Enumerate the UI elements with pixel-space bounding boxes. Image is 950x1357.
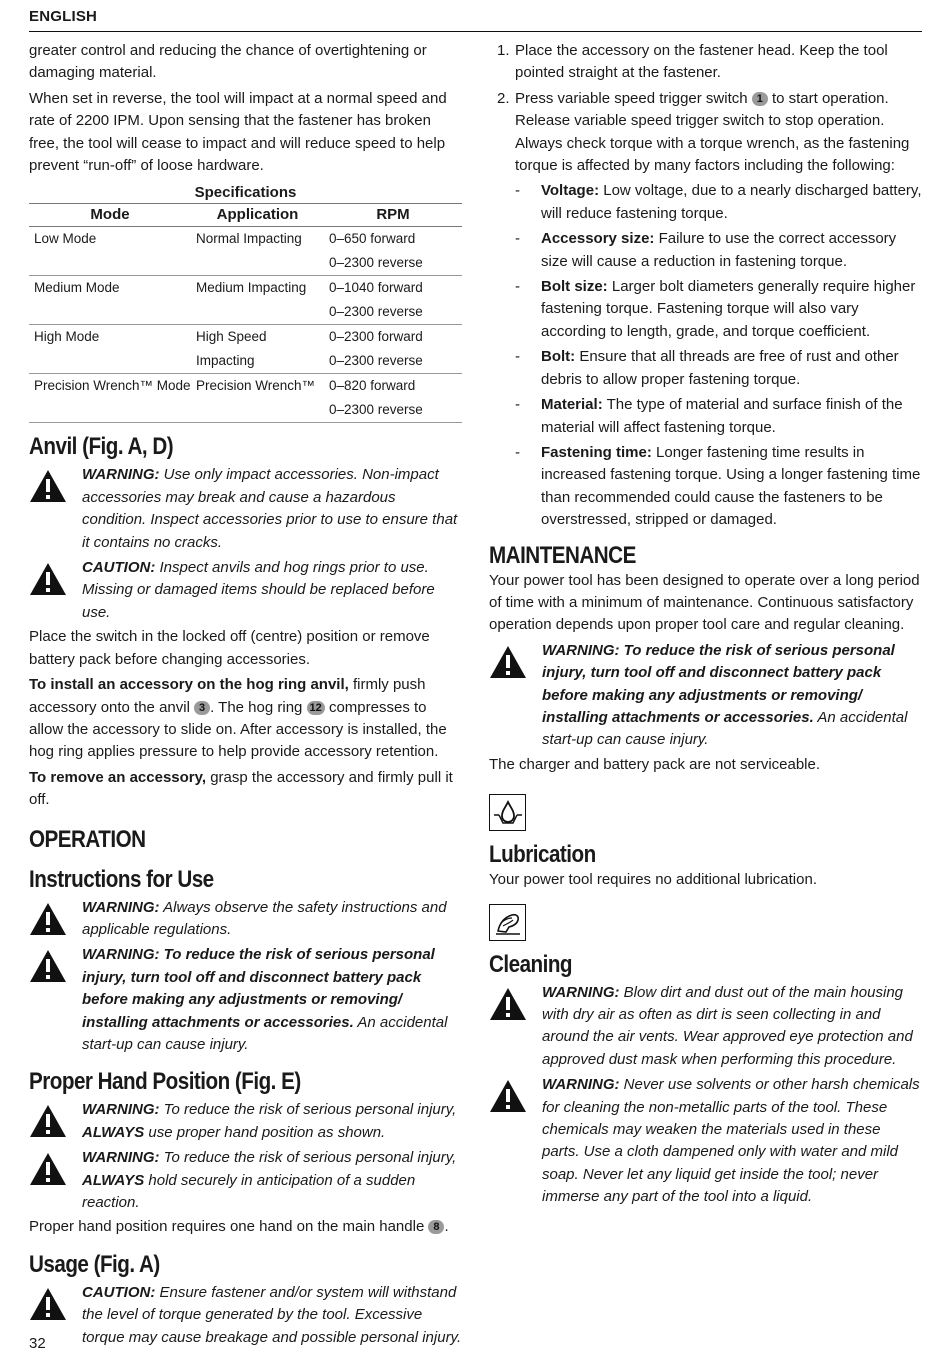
list-item [515, 346, 922, 391]
step-number: 2. [497, 89, 510, 107]
factor-label: Accessory size: [541, 230, 655, 248]
step-number: 1. [497, 42, 510, 59]
cell-application: Medium Impacting [191, 276, 324, 325]
warning-body: Never use solvents or other harsh chemicals for cleaning the non-metallic parts of the tool. These chemicals may weaken the materials used in these parts. Use a cloth dampened only with water and mild soap. Never let any liquid get inside the tool; never immerse any part of the tool into a liquid. [542, 1076, 920, 1206]
cell-application: Normal Impacting [191, 227, 324, 276]
lubrication-paragraph: Your power tool requires no additional lubrication. [489, 871, 817, 889]
warning-triangle-icon [29, 464, 82, 508]
list-item [489, 40, 922, 85]
column-header-mode: Mode [29, 204, 191, 227]
rpm-forward: 0–820 forward [329, 378, 416, 394]
maintenance-heading: MAINTENANCE [489, 541, 636, 569]
rpm-forward: 0–1040 forward [329, 280, 423, 296]
anvil-heading: Anvil (Fig. A, D) [29, 433, 174, 461]
always-emphasis: ALWAYS [82, 1123, 145, 1141]
factor-text: Longer fastening time results in increased fastening torque. Using a longer fastening time than recommended could cause the fasteners to be overstressed, stripped or damaged. [541, 443, 921, 529]
maintenance-warning [489, 640, 922, 752]
remove-lead: To remove an accessory, [29, 768, 207, 786]
rpm-forward: 0–2300 forward [329, 329, 423, 345]
callout-badge-1: 1 [752, 92, 768, 106]
factor-label: Bolt: [541, 348, 576, 366]
usage-caution [29, 1282, 462, 1349]
dash-bullet: - [515, 348, 520, 366]
warning-triangle-icon [29, 897, 82, 941]
callout-badge-12: 12 [307, 701, 325, 715]
caution-text [82, 1282, 462, 1349]
intro-paragraph-2: When set in reverse, the tool will impact at a normal speed and rate of 2200 IPM. Upon sensing that the fastener has broken free, the tool will cease to impact and will reduce speed to help prevent “run-off” of loose hardware. [29, 89, 447, 175]
cleaning-warning-2 [489, 1074, 922, 1208]
hand-warning-1 [29, 1099, 462, 1144]
warning-text [82, 897, 462, 942]
warning-label: WARNING: [542, 1076, 620, 1094]
warning-text [82, 464, 462, 554]
dash-bullet: - [515, 278, 520, 296]
lubrication-heading: Lubrication [489, 841, 596, 869]
warning-triangle-icon [489, 640, 542, 684]
column-header-application: Application [191, 204, 324, 227]
warning-triangle-icon [29, 1147, 82, 1191]
warning-label: WARNING: [82, 898, 160, 916]
factor-text: Ensure that all threads are free of rust and other debris to allow proper fastening torque. [541, 348, 899, 388]
maintenance-paragraph: Your power tool has been designed to operate over a long period of time with a minimum of maintenance. Continuous satisfactory operation depends upon proper tool care and regular cleaning. [489, 571, 920, 634]
cleaning-heading: Cleaning [489, 950, 573, 978]
hand-warning-2 [29, 1147, 462, 1214]
warning-text [82, 1099, 462, 1144]
rpm-reverse: 0–2300 reverse [329, 353, 423, 369]
left-column [29, 40, 462, 1351]
warning-label: WARNING: [82, 1149, 160, 1167]
operation-warning-2 [29, 944, 462, 1056]
dash-bullet: - [515, 396, 520, 414]
charger-paragraph: The charger and battery pack are not serviceable. [489, 755, 821, 773]
specifications-table [29, 183, 462, 423]
rpm-forward: 0–650 forward [329, 231, 416, 247]
operation-warning-1 [29, 897, 462, 942]
factor-text: Low voltage, due to a nearly discharged battery, will reduce fastening torque. [541, 182, 922, 222]
hand-position-heading: Proper Hand Position (Fig. E) [29, 1068, 301, 1096]
install-text-a: firmly push accessory onto the anvil [29, 676, 426, 716]
always-emphasis: ALWAYS [82, 1171, 145, 1189]
cell-application: High Speed Impacting [191, 325, 324, 374]
caution-label: CAUTION: [82, 559, 156, 577]
cleaning-warning-1 [489, 982, 922, 1072]
warning-text [82, 1147, 462, 1214]
warning-triangle-icon [29, 1282, 82, 1326]
warning-text [542, 640, 922, 752]
rpm-reverse: 0–2300 reverse [329, 402, 423, 418]
warning-triangle-icon [29, 557, 82, 601]
factor-text: Larger bolt diameters generally require higher fastening torque. Fastening torque will also vary according to length, grade, and torque coefficient. [541, 278, 916, 340]
caution-body: Ensure fastener and/or system will withstand the level of torque generated by the tool. Excessive torque may cause breakage and possible personal injury. [82, 1283, 462, 1346]
hand-text-b: . [444, 1218, 449, 1236]
torque-factors-list [515, 180, 922, 531]
step-text: Place the accessory on the fastener head. Keep the tool pointed straight at the fastener. [515, 42, 888, 82]
warning-bold-text: WARNING: To reduce the risk of serious personal injury, turn tool off and disconnect battery pack before making any adjustments or removing/ installing attachments or accessories. [82, 946, 435, 1031]
list-item [489, 88, 922, 178]
warning-body: An accidental start-up can cause injury. [82, 1013, 448, 1053]
install-paragraph [29, 674, 462, 764]
page-number: 32 [29, 1335, 46, 1352]
install-text-c: compresses to allow the accessory to slide on. After accessory is installed, the hog ring applies pressure to help provide accessory retention. [29, 698, 447, 761]
warning-body: An accidental start-up can cause injury. [542, 708, 908, 749]
dash-bullet: - [515, 443, 520, 461]
table-row [29, 227, 462, 276]
specifications-caption: Specifications [194, 184, 297, 202]
warning-triangle-icon [29, 1099, 82, 1143]
cell-mode: Precision Wrench™ Mode [29, 374, 191, 423]
usage-heading: Usage (Fig. A) [29, 1250, 160, 1278]
step-text-b: to start operation. Release variable speed trigger switch to stop operation. Always check torque with a torque wrench, as the fastening torque is affected by many factors including the following: [515, 89, 910, 175]
warning-text [542, 1074, 922, 1208]
right-column [489, 40, 922, 1211]
remove-paragraph [29, 767, 462, 812]
cell-rpm [324, 325, 462, 374]
instructions-heading: Instructions for Use [29, 865, 214, 893]
warning-triangle-icon [489, 982, 542, 1026]
hand-text-a: Proper hand position requires one hand on the main handle [29, 1218, 429, 1236]
dash-bullet: - [515, 230, 520, 248]
remove-text: grasp the accessory and firmly pull it off. [29, 768, 453, 809]
anvil-warning [29, 464, 462, 554]
warning-body-a: To reduce the risk of serious personal injury, [159, 1149, 457, 1167]
install-lead: To install an accessory on the hog ring anvil, [29, 676, 349, 694]
language-label: ENGLISH [29, 8, 98, 25]
hand-paragraph [29, 1216, 462, 1238]
warning-body-b: hold securely in anticipation of a sudden reaction. [82, 1171, 416, 1211]
caution-label: CAUTION: [82, 1283, 156, 1301]
warning-text [542, 982, 922, 1072]
warning-body-a: To reduce the risk of serious personal injury, [159, 1101, 457, 1119]
cell-mode: Low Mode [29, 227, 191, 276]
factor-label: Material: [541, 396, 603, 414]
callout-badge-3: 3 [194, 701, 210, 715]
cell-mode: Medium Mode [29, 276, 191, 325]
warning-text [82, 944, 462, 1056]
operation-heading: OPERATION [29, 825, 146, 853]
list-item [515, 276, 922, 343]
usage-steps-list [489, 40, 922, 177]
factor-text: Failure to use the correct accessory size will cause a reduction in fastening torque. [541, 230, 897, 270]
table-row [29, 374, 462, 423]
rpm-reverse: 0–2300 reverse [329, 304, 423, 320]
factor-label: Fastening time: [541, 443, 652, 461]
anvil-caution [29, 557, 462, 624]
warning-label: WARNING: [542, 983, 620, 1001]
callout-badge-8: 8 [428, 1220, 444, 1234]
warning-body: Always observe the safety instructions and applicable regulations. [82, 898, 447, 938]
caution-text [82, 557, 462, 624]
cell-mode: High Mode [29, 325, 191, 374]
dash-bullet: - [515, 182, 520, 200]
step-text [515, 88, 922, 178]
caution-body: Inspect anvils and hog rings prior to use. Missing or damaged items should be replaced before use. [82, 559, 435, 621]
cell-rpm [324, 227, 462, 276]
warning-body: Use only impact accessories. Non-impact accessories may break and cause a hazardous condition. Inspect accessories prior to use to ensure that it contains no cracks. [82, 466, 458, 551]
list-item [515, 180, 922, 225]
table-header-row [29, 204, 462, 227]
list-item [515, 228, 922, 273]
warning-label: WARNING: [82, 466, 160, 484]
page-header [29, 8, 922, 32]
list-item [515, 394, 922, 439]
warning-body-b: use proper hand position as shown. [144, 1123, 386, 1141]
factor-text: The type of material and surface finish of the material will affect fastening torque. [541, 396, 903, 436]
column-header-rpm: RPM [324, 204, 462, 227]
factor-label: Voltage: [541, 182, 600, 200]
cell-rpm [324, 374, 462, 423]
step-text-a: Press variable speed trigger switch [515, 89, 752, 107]
list-item [515, 442, 922, 532]
warning-triangle-icon [489, 1074, 542, 1118]
anvil-paragraph: Place the switch in the locked off (centre) position or remove battery pack before changing accessories. [29, 628, 430, 668]
install-text-b: . The hog ring [210, 698, 307, 716]
table-row [29, 325, 462, 374]
rpm-reverse: 0–2300 reverse [329, 255, 423, 271]
factor-label: Bolt size: [541, 278, 608, 296]
cell-rpm [324, 276, 462, 325]
intro-paragraph-1: greater control and reducing the chance of overtightening or damaging material. [29, 42, 427, 82]
cell-application: Precision Wrench™ [191, 374, 324, 423]
warning-triangle-icon [29, 944, 82, 988]
cleaning-cloth-icon [489, 904, 526, 941]
warning-body: Blow dirt and dust out of the main housing with dry air as often as dirt is seen collecting in and around the air vents. Wear approved eye protection and approved dust mask when performing this procedure. [542, 983, 913, 1068]
oil-drop-icon [489, 794, 526, 831]
table-row [29, 276, 462, 325]
warning-bold-text: WARNING: To reduce the risk of serious personal injury, turn tool off and disconnect battery pack before making any adjustments or removing/ installing attachments or accessories. [542, 641, 895, 726]
warning-label: WARNING: [82, 1101, 160, 1119]
